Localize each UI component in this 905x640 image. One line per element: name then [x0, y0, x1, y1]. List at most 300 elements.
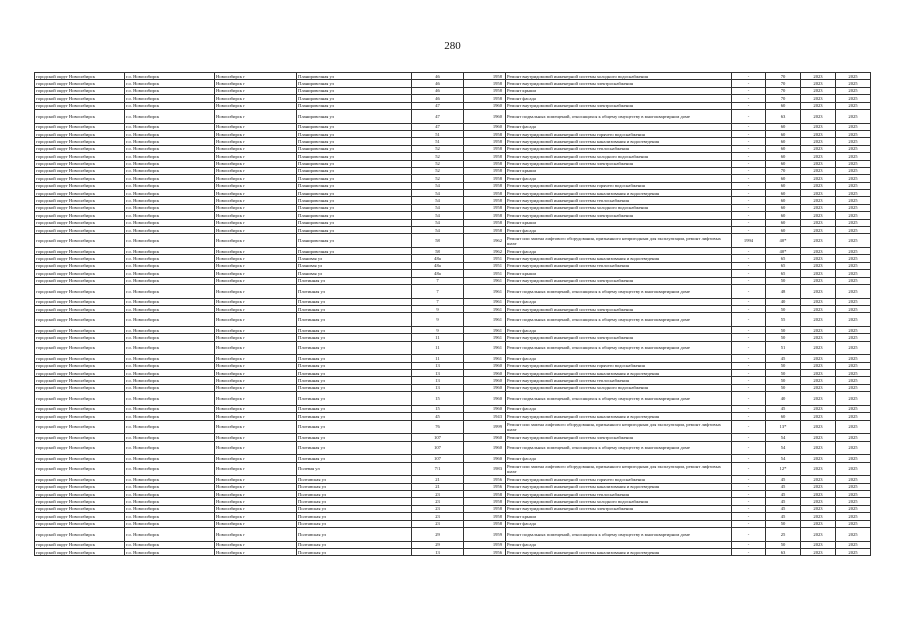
- start-year-cell: 2023: [801, 284, 836, 298]
- work-type-cell: Ремонт или замена лифтового оборудования, признанного непригодным для эксплуатации, ремонт лифтовых шахт: [506, 234, 732, 248]
- house-number-cell: 58: [412, 234, 464, 248]
- build-year-cell: 1961: [464, 277, 506, 284]
- wear-percent-cell: 60: [766, 130, 801, 137]
- wear-percent-cell: 50: [766, 377, 801, 384]
- build-year-cell: 1961: [464, 305, 506, 312]
- lift-year-cell: -: [732, 527, 766, 541]
- street-cell: Плотинная ул: [297, 370, 412, 377]
- lift-year-cell: -: [732, 548, 766, 555]
- work-type-cell: Ремонт внутридомовой инженерной системы электроснабжения: [506, 277, 732, 284]
- table-row: [35, 277, 871, 284]
- table-row: [35, 405, 871, 412]
- build-year-cell: 1943: [464, 413, 506, 420]
- locality-cell: Новосибирск г: [215, 298, 297, 305]
- wear-percent-cell: 40*: [766, 248, 801, 255]
- district-cell: городской округ Новосибирск: [35, 102, 125, 109]
- locality-cell: Новосибирск г: [215, 520, 297, 527]
- lift-year-cell: -: [732, 204, 766, 211]
- municipality-cell: г.о. Новосибирск: [125, 145, 215, 152]
- municipality-cell: г.о. Новосибирск: [125, 109, 215, 123]
- house-number-cell: 48а: [412, 270, 464, 277]
- district-cell: городской округ Новосибирск: [35, 520, 125, 527]
- district-cell: городской округ Новосибирск: [35, 434, 125, 441]
- start-year-cell: 2023: [801, 130, 836, 137]
- street-cell: Планировочная ул: [297, 145, 412, 152]
- lift-year-cell: -: [732, 138, 766, 145]
- table-row: [35, 123, 871, 130]
- lift-year-cell: -: [732, 262, 766, 269]
- lift-year-cell: -: [732, 313, 766, 327]
- street-cell: Плотинная ул: [297, 362, 412, 369]
- district-cell: городской округ Новосибирск: [35, 377, 125, 384]
- district-cell: городской округ Новосибирск: [35, 197, 125, 204]
- district-cell: городской округ Новосибирск: [35, 441, 125, 455]
- district-cell: городской округ Новосибирск: [35, 248, 125, 255]
- wear-percent-cell: 50: [766, 520, 801, 527]
- wear-percent-cell: 45: [766, 483, 801, 490]
- end-year-cell: 2025: [836, 145, 871, 152]
- street-cell: Планировочная ул: [297, 234, 412, 248]
- lift-year-cell: -: [732, 505, 766, 512]
- build-year-cell: 1958: [464, 490, 506, 497]
- end-year-cell: 2025: [836, 123, 871, 130]
- start-year-cell: 2023: [801, 384, 836, 391]
- wear-percent-cell: 50: [766, 334, 801, 341]
- locality-cell: Новосибирск г: [215, 441, 297, 455]
- start-year-cell: 2023: [801, 548, 836, 555]
- house-number-cell: 76: [412, 420, 464, 434]
- locality-cell: Новосибирск г: [215, 326, 297, 333]
- wear-percent-cell: 51: [766, 341, 801, 355]
- work-type-cell: Ремонт фасада: [506, 520, 732, 527]
- district-cell: городской округ Новосибирск: [35, 548, 125, 555]
- work-type-cell: Ремонт внутридомовой инженерной системы канализования и водоотведения: [506, 138, 732, 145]
- build-year-cell: 1983: [464, 462, 506, 476]
- wear-percent-cell: 40: [766, 392, 801, 406]
- table-row: [35, 513, 871, 520]
- lift-year-cell: -: [732, 434, 766, 441]
- end-year-cell: 2025: [836, 153, 871, 160]
- lift-year-cell: -: [732, 384, 766, 391]
- end-year-cell: 2025: [836, 513, 871, 520]
- municipality-cell: г.о. Новосибирск: [125, 234, 215, 248]
- municipality-cell: г.о. Новосибирск: [125, 175, 215, 182]
- end-year-cell: 2025: [836, 160, 871, 167]
- municipality-cell: г.о. Новосибирск: [125, 153, 215, 160]
- street-cell: Плотинная ул: [297, 405, 412, 412]
- start-year-cell: 2023: [801, 490, 836, 497]
- locality-cell: Новосибирск г: [215, 182, 297, 189]
- end-year-cell: 2025: [836, 80, 871, 87]
- table-row: [35, 476, 871, 483]
- municipality-cell: г.о. Новосибирск: [125, 313, 215, 327]
- house-number-cell: 54: [412, 204, 464, 211]
- street-cell: Плотинная ул: [297, 413, 412, 420]
- street-cell: Плановая ул: [297, 255, 412, 262]
- end-year-cell: 2025: [836, 455, 871, 462]
- house-number-cell: 48а: [412, 262, 464, 269]
- house-number-cell: 15: [412, 392, 464, 406]
- locality-cell: Новосибирск г: [215, 284, 297, 298]
- street-cell: Полтавская ул: [297, 520, 412, 527]
- start-year-cell: 2023: [801, 298, 836, 305]
- repair-program-table: [34, 72, 871, 556]
- end-year-cell: 2025: [836, 434, 871, 441]
- build-year-cell: 1958: [464, 212, 506, 219]
- locality-cell: Новосибирск г: [215, 219, 297, 226]
- build-year-cell: 1962: [464, 248, 506, 255]
- street-cell: Плотинная ул: [297, 334, 412, 341]
- table-row: [35, 313, 871, 327]
- start-year-cell: 2023: [801, 541, 836, 548]
- house-number-cell: 9: [412, 313, 464, 327]
- end-year-cell: 2025: [836, 190, 871, 197]
- district-cell: городской округ Новосибирск: [35, 145, 125, 152]
- start-year-cell: 2023: [801, 370, 836, 377]
- house-number-cell: 107: [412, 441, 464, 455]
- municipality-cell: г.о. Новосибирск: [125, 548, 215, 555]
- table-row: [35, 73, 871, 80]
- end-year-cell: 2025: [836, 377, 871, 384]
- table-row: [35, 392, 871, 406]
- wear-percent-cell: 50: [766, 384, 801, 391]
- street-cell: Планировочная ул: [297, 212, 412, 219]
- start-year-cell: 2023: [801, 227, 836, 234]
- end-year-cell: 2025: [836, 405, 871, 412]
- house-number-cell: 15: [412, 405, 464, 412]
- district-cell: городской округ Новосибирск: [35, 370, 125, 377]
- start-year-cell: 2023: [801, 476, 836, 483]
- build-year-cell: 1961: [464, 313, 506, 327]
- table-row: [35, 227, 871, 234]
- start-year-cell: 2023: [801, 270, 836, 277]
- lift-year-cell: -: [732, 167, 766, 174]
- work-type-cell: Ремонт внутридомовой инженерной системы канализования и водоотведения: [506, 413, 732, 420]
- table-row: [35, 520, 871, 527]
- build-year-cell: 1960: [464, 109, 506, 123]
- house-number-cell: 13: [412, 548, 464, 555]
- district-cell: городской округ Новосибирск: [35, 455, 125, 462]
- program-table-container: [34, 72, 870, 556]
- house-number-cell: 54: [412, 227, 464, 234]
- end-year-cell: 2025: [836, 483, 871, 490]
- build-year-cell: 1958: [464, 87, 506, 94]
- street-cell: Плановая ул: [297, 262, 412, 269]
- end-year-cell: 2025: [836, 95, 871, 102]
- street-cell: Планировочная ул: [297, 95, 412, 102]
- lift-year-cell: -: [732, 476, 766, 483]
- house-number-cell: 21: [412, 476, 464, 483]
- start-year-cell: 2023: [801, 160, 836, 167]
- work-type-cell: Ремонт внутридомовой инженерной системы теплоснабжения: [506, 377, 732, 384]
- house-number-cell: 54: [412, 212, 464, 219]
- street-cell: Планировочная ул: [297, 197, 412, 204]
- locality-cell: Новосибирск г: [215, 505, 297, 512]
- house-number-cell: 23: [412, 505, 464, 512]
- lift-year-cell: -: [732, 370, 766, 377]
- wear-percent-cell: 50: [766, 305, 801, 312]
- locality-cell: Новосибирск г: [215, 167, 297, 174]
- lift-year-cell: -: [732, 513, 766, 520]
- locality-cell: Новосибирск г: [215, 527, 297, 541]
- table-row: [35, 234, 871, 248]
- work-type-cell: Ремонт подвальных помещений, относящихся к общему имуществу в многоквартирном доме: [506, 527, 732, 541]
- district-cell: городской округ Новосибирск: [35, 334, 125, 341]
- district-cell: городской округ Новосибирск: [35, 262, 125, 269]
- wear-percent-cell: 70: [766, 73, 801, 80]
- wear-percent-cell: 45: [766, 490, 801, 497]
- wear-percent-cell: 70: [766, 167, 801, 174]
- municipality-cell: г.о. Новосибирск: [125, 334, 215, 341]
- lift-year-cell: -: [732, 541, 766, 548]
- house-number-cell: 23: [412, 498, 464, 505]
- locality-cell: Новосибирск г: [215, 248, 297, 255]
- end-year-cell: 2025: [836, 262, 871, 269]
- house-number-cell: 7: [412, 284, 464, 298]
- work-type-cell: Ремонт фасада: [506, 355, 732, 362]
- street-cell: Плотинная ул: [297, 434, 412, 441]
- street-cell: Полевая ул: [297, 462, 412, 476]
- wear-percent-cell: 65: [766, 262, 801, 269]
- build-year-cell: 1958: [464, 130, 506, 137]
- street-cell: Планировочная ул: [297, 130, 412, 137]
- locality-cell: Новосибирск г: [215, 341, 297, 355]
- street-cell: Плановая ул: [297, 270, 412, 277]
- street-cell: Плотинная ул: [297, 355, 412, 362]
- municipality-cell: г.о. Новосибирск: [125, 326, 215, 333]
- start-year-cell: 2023: [801, 326, 836, 333]
- work-type-cell: Ремонт внутридомовой инженерной системы теплоснабжения: [506, 197, 732, 204]
- work-type-cell: Ремонт внутридомовой инженерной системы электроснабжения: [506, 505, 732, 512]
- house-number-cell: 47: [412, 123, 464, 130]
- wear-percent-cell: 25: [766, 527, 801, 541]
- municipality-cell: г.о. Новосибирск: [125, 370, 215, 377]
- lift-year-cell: -: [732, 145, 766, 152]
- build-year-cell: 1958: [464, 513, 506, 520]
- table-row: [35, 80, 871, 87]
- district-cell: городской округ Новосибирск: [35, 175, 125, 182]
- lift-year-cell: -: [732, 270, 766, 277]
- build-year-cell: 1951: [464, 255, 506, 262]
- end-year-cell: 2025: [836, 73, 871, 80]
- locality-cell: Новосибирск г: [215, 476, 297, 483]
- work-type-cell: Ремонт внутридомовой инженерной системы электроснабжения: [506, 305, 732, 312]
- house-number-cell: 29: [412, 541, 464, 548]
- build-year-cell: 1951: [464, 262, 506, 269]
- work-type-cell: Ремонт внутридомовой инженерной системы электроснабжения: [506, 212, 732, 219]
- house-number-cell: 11: [412, 334, 464, 341]
- locality-cell: Новосибирск г: [215, 513, 297, 520]
- start-year-cell: 2023: [801, 483, 836, 490]
- end-year-cell: 2025: [836, 212, 871, 219]
- start-year-cell: 2023: [801, 441, 836, 455]
- table-row: [35, 95, 871, 102]
- end-year-cell: 2025: [836, 490, 871, 497]
- house-number-cell: 47: [412, 102, 464, 109]
- house-number-cell: 54: [412, 182, 464, 189]
- municipality-cell: г.о. Новосибирск: [125, 476, 215, 483]
- house-number-cell: 13: [412, 370, 464, 377]
- wear-percent-cell: 60: [766, 102, 801, 109]
- locality-cell: Новосибирск г: [215, 392, 297, 406]
- locality-cell: Новосибирск г: [215, 145, 297, 152]
- district-cell: городской округ Новосибирск: [35, 87, 125, 94]
- district-cell: городской округ Новосибирск: [35, 130, 125, 137]
- municipality-cell: г.о. Новосибирск: [125, 182, 215, 189]
- work-type-cell: Ремонт фасада: [506, 248, 732, 255]
- build-year-cell: 1958: [464, 138, 506, 145]
- municipality-cell: г.о. Новосибирск: [125, 270, 215, 277]
- end-year-cell: 2025: [836, 204, 871, 211]
- locality-cell: Новосибирск г: [215, 197, 297, 204]
- district-cell: городской округ Новосибирск: [35, 313, 125, 327]
- table-row: [35, 109, 871, 123]
- lift-year-cell: -: [732, 413, 766, 420]
- start-year-cell: 2023: [801, 145, 836, 152]
- locality-cell: Новосибирск г: [215, 227, 297, 234]
- district-cell: городской округ Новосибирск: [35, 405, 125, 412]
- house-number-cell: 46: [412, 95, 464, 102]
- end-year-cell: 2025: [836, 219, 871, 226]
- lift-year-cell: -: [732, 305, 766, 312]
- street-cell: Полтавская ул: [297, 490, 412, 497]
- municipality-cell: г.о. Новосибирск: [125, 102, 215, 109]
- work-type-cell: Ремонт внутридомовой инженерной системы канализования и водоотведения: [506, 255, 732, 262]
- lift-year-cell: -: [732, 130, 766, 137]
- wear-percent-cell: 70: [766, 95, 801, 102]
- end-year-cell: 2025: [836, 197, 871, 204]
- locality-cell: Новосибирск г: [215, 175, 297, 182]
- work-type-cell: Ремонт крыши: [506, 219, 732, 226]
- end-year-cell: 2025: [836, 182, 871, 189]
- lift-year-cell: -: [732, 341, 766, 355]
- work-type-cell: Ремонт подвальных помещений, относящихся к общему имуществу в многоквартирном доме: [506, 341, 732, 355]
- lift-year-cell: -: [732, 197, 766, 204]
- work-type-cell: Ремонт фасада: [506, 123, 732, 130]
- lift-year-cell: -: [732, 255, 766, 262]
- municipality-cell: г.о. Новосибирск: [125, 73, 215, 80]
- start-year-cell: 2023: [801, 313, 836, 327]
- district-cell: городской округ Новосибирск: [35, 160, 125, 167]
- lift-year-cell: -: [732, 175, 766, 182]
- municipality-cell: г.о. Новосибирск: [125, 490, 215, 497]
- work-type-cell: Ремонт внутридомовой инженерной системы горячего водоснабжения: [506, 476, 732, 483]
- municipality-cell: г.о. Новосибирск: [125, 462, 215, 476]
- table-row: [35, 341, 871, 355]
- locality-cell: Новосибирск г: [215, 73, 297, 80]
- build-year-cell: 1999: [464, 420, 506, 434]
- house-number-cell: 9: [412, 326, 464, 333]
- district-cell: городской округ Новосибирск: [35, 182, 125, 189]
- work-type-cell: Ремонт подвальных помещений, относящихся к общему имуществу в многоквартирном доме: [506, 441, 732, 455]
- street-cell: Плотинная ул: [297, 341, 412, 355]
- build-year-cell: 1958: [464, 145, 506, 152]
- end-year-cell: 2025: [836, 234, 871, 248]
- work-type-cell: Ремонт фасада: [506, 227, 732, 234]
- locality-cell: Новосибирск г: [215, 109, 297, 123]
- build-year-cell: 1960: [464, 102, 506, 109]
- work-type-cell: Ремонт внутридомовой инженерной системы горячего водоснабжения: [506, 130, 732, 137]
- wear-percent-cell: 54: [766, 455, 801, 462]
- locality-cell: Новосибирск г: [215, 355, 297, 362]
- start-year-cell: 2023: [801, 355, 836, 362]
- wear-percent-cell: 12*: [766, 462, 801, 476]
- wear-percent-cell: 60: [766, 204, 801, 211]
- end-year-cell: 2025: [836, 138, 871, 145]
- lift-year-cell: -: [732, 405, 766, 412]
- end-year-cell: 2025: [836, 541, 871, 548]
- work-type-cell: Ремонт фасада: [506, 326, 732, 333]
- start-year-cell: 2023: [801, 527, 836, 541]
- municipality-cell: г.о. Новосибирск: [125, 160, 215, 167]
- build-year-cell: 1958: [464, 167, 506, 174]
- build-year-cell: 1961: [464, 334, 506, 341]
- start-year-cell: 2023: [801, 405, 836, 412]
- house-number-cell: 11: [412, 341, 464, 355]
- municipality-cell: г.о. Новосибирск: [125, 377, 215, 384]
- municipality-cell: г.о. Новосибирск: [125, 392, 215, 406]
- work-type-cell: Ремонт внутридомовой инженерной системы теплоснабжения: [506, 145, 732, 152]
- house-number-cell: 45: [412, 413, 464, 420]
- wear-percent-cell: 70: [766, 80, 801, 87]
- house-number-cell: 54: [412, 219, 464, 226]
- locality-cell: Новосибирск г: [215, 212, 297, 219]
- lift-year-cell: -: [732, 377, 766, 384]
- work-type-cell: Ремонт внутридомовой инженерной системы теплоснабжения: [506, 262, 732, 269]
- locality-cell: Новосибирск г: [215, 262, 297, 269]
- work-type-cell: Ремонт фасада: [506, 541, 732, 548]
- work-type-cell: Ремонт внутридомовой инженерной системы теплоснабжения: [506, 490, 732, 497]
- locality-cell: Новосибирск г: [215, 334, 297, 341]
- work-type-cell: Ремонт внутридомовой инженерной системы холодного водоснабжения: [506, 204, 732, 211]
- lift-year-cell: -: [732, 227, 766, 234]
- locality-cell: Новосибирск г: [215, 313, 297, 327]
- street-cell: Плотинная ул: [297, 313, 412, 327]
- table-row: [35, 255, 871, 262]
- work-type-cell: Ремонт внутридомовой инженерной системы холодного водоснабжения: [506, 73, 732, 80]
- street-cell: Плотинная ул: [297, 441, 412, 455]
- house-number-cell: 46: [412, 87, 464, 94]
- lift-year-cell: -: [732, 498, 766, 505]
- locality-cell: Новосибирск г: [215, 384, 297, 391]
- start-year-cell: 2023: [801, 109, 836, 123]
- work-type-cell: Ремонт крыши: [506, 167, 732, 174]
- build-year-cell: 1958: [464, 505, 506, 512]
- lift-year-cell: -: [732, 248, 766, 255]
- build-year-cell: 1958: [464, 175, 506, 182]
- lift-year-cell: -: [732, 182, 766, 189]
- district-cell: городской округ Новосибирск: [35, 462, 125, 476]
- build-year-cell: 1958: [464, 153, 506, 160]
- locality-cell: Новосибирск г: [215, 548, 297, 555]
- house-number-cell: 48а: [412, 255, 464, 262]
- build-year-cell: 1956: [464, 483, 506, 490]
- street-cell: Плотинная ул: [297, 305, 412, 312]
- work-type-cell: Ремонт внутридомовой инженерной системы холодного водоснабжения: [506, 384, 732, 391]
- work-type-cell: Ремонт фасада: [506, 95, 732, 102]
- locality-cell: Новосибирск г: [215, 541, 297, 548]
- house-number-cell: 23: [412, 513, 464, 520]
- wear-percent-cell: 50: [766, 326, 801, 333]
- end-year-cell: 2025: [836, 362, 871, 369]
- table-row: [35, 102, 871, 109]
- table-row: [35, 434, 871, 441]
- table-row: [35, 284, 871, 298]
- wear-percent-cell: 50: [766, 277, 801, 284]
- build-year-cell: 1958: [464, 520, 506, 527]
- wear-percent-cell: 54: [766, 441, 801, 455]
- district-cell: городской округ Новосибирск: [35, 234, 125, 248]
